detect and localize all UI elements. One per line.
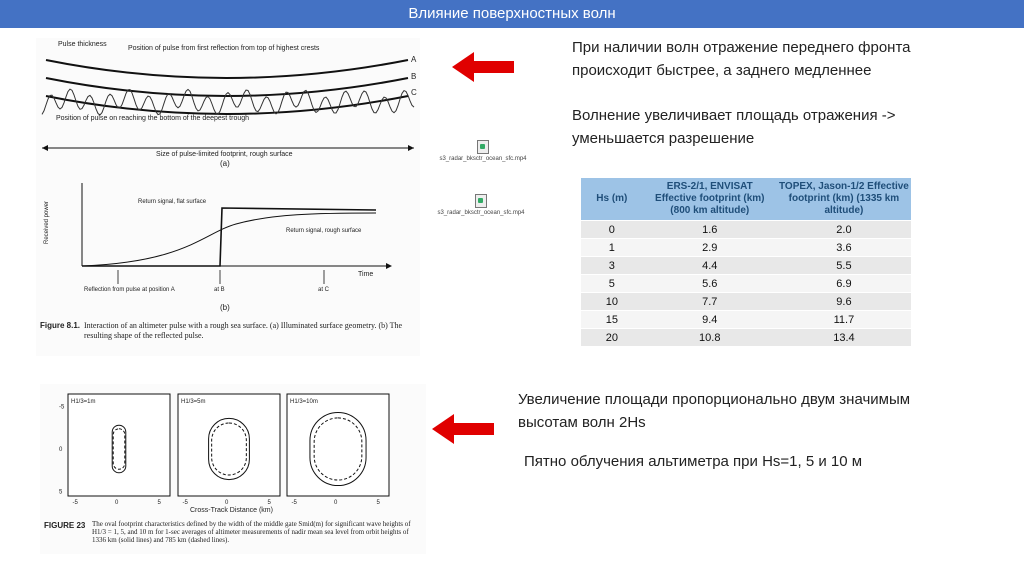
- panel-label: H1/3=10m: [290, 399, 318, 405]
- y-tick-label: 5: [59, 489, 63, 496]
- footprint-panel: [178, 394, 280, 506]
- area-note: Волнение увеличивает площадь отражения -> уменьшается разрешение: [572, 107, 896, 147]
- table-cell: 5.6: [643, 275, 777, 293]
- table-row: [581, 239, 911, 257]
- table-cell: 6.9: [777, 275, 911, 293]
- table-row: [581, 257, 911, 275]
- table-row: [581, 329, 911, 347]
- footprint-note: Пятно облучения альтиметра при Hs=1, 5 и 10 м: [524, 453, 863, 470]
- time-label: Time: [358, 271, 374, 278]
- pulse-interaction-figure: [36, 38, 420, 356]
- table-cell: 10.8: [643, 329, 777, 347]
- table-cell: 9.4: [643, 311, 777, 329]
- rough-surface-wave: [42, 89, 414, 115]
- bottom-trough-label: Position of pulse on reaching the bottom of the deepest trough: [56, 115, 250, 122]
- x-tick-label: 0: [225, 500, 229, 506]
- figure-caption-number: Figure 8.1.: [40, 321, 81, 330]
- table-cell: 11.7: [777, 311, 911, 329]
- rough-surface-signal: [82, 213, 376, 266]
- reflection-a-label: Reflection from pulse at position A: [84, 287, 175, 293]
- x-tick-label: -5: [72, 500, 78, 506]
- table-cell: 3.6: [777, 239, 911, 257]
- received-power-label: Received power: [44, 200, 50, 244]
- table-cell: 5: [581, 275, 643, 293]
- table-cell: 2.9: [643, 239, 777, 257]
- table-cell: 20: [581, 329, 643, 347]
- panel-frame: [287, 394, 389, 496]
- table-cell: 1.6: [643, 221, 777, 239]
- panel-frame: [178, 394, 280, 496]
- table-cell: 15: [581, 311, 643, 329]
- video-file-name: s3_radar_bksctr_ocean_sfc.mp4: [439, 156, 527, 162]
- slide-title: Влияние поверхностных волн: [0, 0, 1024, 28]
- at-b-label: at B: [214, 287, 225, 293]
- video-file-icon[interactable]: [428, 140, 538, 162]
- table-row: [581, 293, 911, 311]
- table-row: [581, 221, 911, 239]
- table-cell: 1: [581, 239, 643, 257]
- panel-a-label: (a): [220, 159, 230, 168]
- x-tick-label: 0: [334, 500, 338, 506]
- table-cell: 13.4: [777, 329, 911, 347]
- table-cell: 0: [581, 221, 643, 239]
- table-row: [581, 275, 911, 293]
- table-cell: 3: [581, 257, 643, 275]
- x-tick-label: 5: [267, 500, 271, 506]
- curve-b-label: B: [411, 72, 417, 81]
- figure-caption-number: FIGURE 23: [44, 521, 86, 530]
- flat-surface-signal: [82, 208, 376, 266]
- x-tick-label: -5: [182, 500, 188, 506]
- table-cell: 9.6: [777, 293, 911, 311]
- table-cell: 2.0: [777, 221, 911, 239]
- table-cell: 10: [581, 293, 643, 311]
- arrow-left-icon: [452, 52, 514, 87]
- footprint-size-label: Size of pulse-limited footprint, rough surface: [156, 151, 293, 158]
- waves-note: При наличии волн отражение переднего фронта происходит быстрее, а заднего медленнее: [572, 39, 911, 79]
- footprint-panel: [59, 394, 170, 506]
- curve-a-label: A: [411, 55, 417, 64]
- increase-note: Увеличение площади пропорционально двум значимым высотам волн 2Hs: [518, 391, 911, 431]
- pulse-thickness-label: Pulse thickness: [58, 41, 107, 48]
- panel-label: H1/3=5m: [181, 399, 206, 405]
- footprint-table: [581, 178, 911, 346]
- panel-frame: [68, 394, 170, 496]
- oval-footprint-figure: [40, 384, 426, 554]
- x-tick-label: 5: [157, 500, 161, 506]
- x-tick-label: -5: [291, 500, 297, 506]
- first-reflection-label: Position of pulse from first reflection from top of highest crests: [128, 45, 320, 52]
- table-cell: 5.5: [777, 257, 911, 275]
- table-header: ERS-2/1, ENVISAT Effective footprint (km) (800 km altitude): [643, 178, 777, 221]
- video-file-name: s3_radar_bksctr_ocean_sfc.mp4: [437, 210, 525, 216]
- x-tick-label: 5: [376, 500, 380, 506]
- arrow-left-icon: [432, 414, 494, 449]
- figure-caption-text: The oval footprint characteristics defined by the width of the middle gate Smid(m) for significant wave heights of H1/3 = 1, 5, and 10 m for 1-sec averages of altimeter measurements of nadir mean sea level from orbit heights of 1336 km (solid lines) and 785 km (dashed lines).: [92, 520, 411, 544]
- panel-label: H1/3=1m: [71, 399, 96, 405]
- table-header: Hs (m): [581, 178, 643, 221]
- table-row: [581, 311, 911, 329]
- flat-surface-label: Return signal, flat surface: [138, 199, 207, 205]
- x-tick-label: 0: [115, 500, 119, 506]
- y-tick-label: 0: [59, 447, 63, 453]
- table-cell: 7.7: [643, 293, 777, 311]
- curve-c-line: [46, 96, 408, 114]
- video-file-icon[interactable]: [426, 194, 536, 216]
- footprint-panel: [287, 394, 389, 506]
- curve-c-label: C: [411, 88, 417, 97]
- cross-track-label: Cross-Track Distance (km): [190, 507, 273, 514]
- table-header: TOPEX, Jason-1/2 Effective footprint (km) (1335 km altitude): [777, 178, 911, 221]
- curve-a-line: [46, 60, 408, 78]
- at-c-label: at C: [318, 287, 330, 293]
- rough-surface-label: Return signal, rough surface: [286, 228, 362, 234]
- panel-b-label: (b): [220, 303, 230, 312]
- table-cell: 4.4: [643, 257, 777, 275]
- figure-caption-text: Interaction of an altimeter pulse with a rough sea surface. (a) Illuminated surface geometry. (b) The resulting shape of the reflected pulse.: [84, 321, 403, 340]
- y-tick-label: -5: [59, 404, 65, 411]
